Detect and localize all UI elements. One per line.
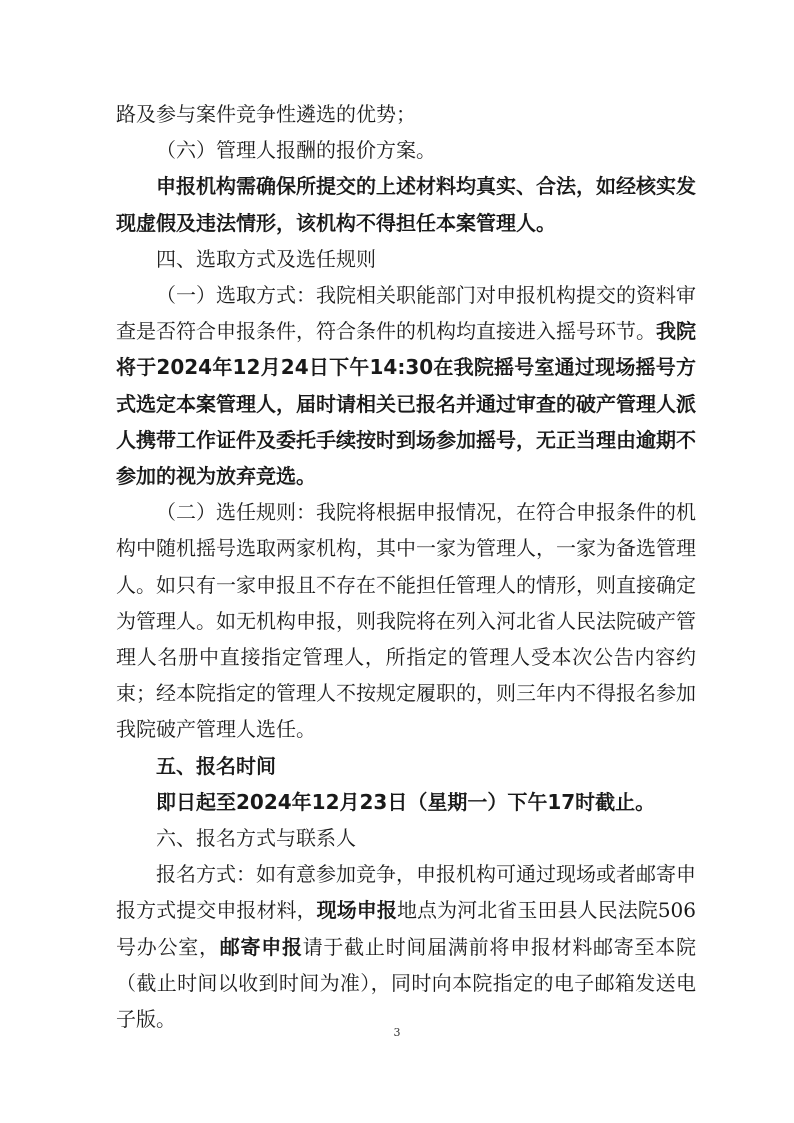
selection-method-text: （一）选取方式：我院相关职能部门对申报机构提交的资料审查是否符合申报条件，符合条件的机构均直接进入摇号环节。 (116, 283, 696, 344)
paragraph-selection-rules: （二）选任规则：我院将根据申报情况，在符合申报条件的机构中随机摇号选取两家机构，其中一家为管理人，一家为备选管理人。如只有一家申报且不存在不能担任管理人的情形，则直接确定为管理人。如无机构申报，则我院将在列入河北省人民法院破产管理人名册中直接指定管理人，所指定的管理人受本次公告内容约束；经本院指定的管理人不按规定履职的，则三年内不得报名参加我院破产管理人选任。 (116, 500, 696, 742)
paragraph-item-six: （六）管理人报酬的报价方案。 (156, 138, 436, 163)
mail-instructions-text: 请于截止时间届满前将申报材料邮寄至本院（截止时间以收到时间为准），同时向本院指定的电子邮箱发送电子版。 (116, 934, 697, 1032)
page-number: 3 (393, 1026, 401, 1039)
paragraph-continuation: 路及参与案件竞争性遴选的优势； (116, 102, 416, 126)
lottery-schedule-text: 我院将于2024年12月24日下午14:30在我院摇号室通过现场摇号方式选定本案管理人，届时请相关已报名并通过审查的破产管理人派人携带工作证件及委托手续按时到场参加摇号，无正当理由逾期不参加的视为放弃竞选。 (116, 319, 696, 489)
paragraph-selection-method (116, 277, 696, 494)
onsite-location-text: 地点为河北省玉田县人民法院506号办公室， (116, 898, 696, 959)
mail-registration-label: 邮寄申报 (219, 934, 303, 959)
section-heading-five: 五、报名时间 (156, 753, 276, 778)
section-heading-four: 四、选取方式及选任规则 (156, 246, 376, 271)
section-heading-six: 六、报名方式与联系人 (156, 826, 356, 851)
paragraph-material-authenticity: 申报机构需确保所提交的上述材料均真实、合法，如经核实发现虚假及违法情形，该机构不得担任本案管理人。 (116, 174, 696, 235)
registration-method-text: 报名方式：如有意参加竞争，申报机构可通过现场或者邮寄申报方式提交申报材料， (116, 862, 696, 923)
onsite-registration-label: 现场申报 (316, 898, 397, 923)
paragraph-registration-time: 即日起至2024年12月23日（星期一）下午17时截止。 (156, 789, 656, 814)
paragraph-registration-method (116, 856, 696, 1037)
document-body (116, 96, 696, 1037)
